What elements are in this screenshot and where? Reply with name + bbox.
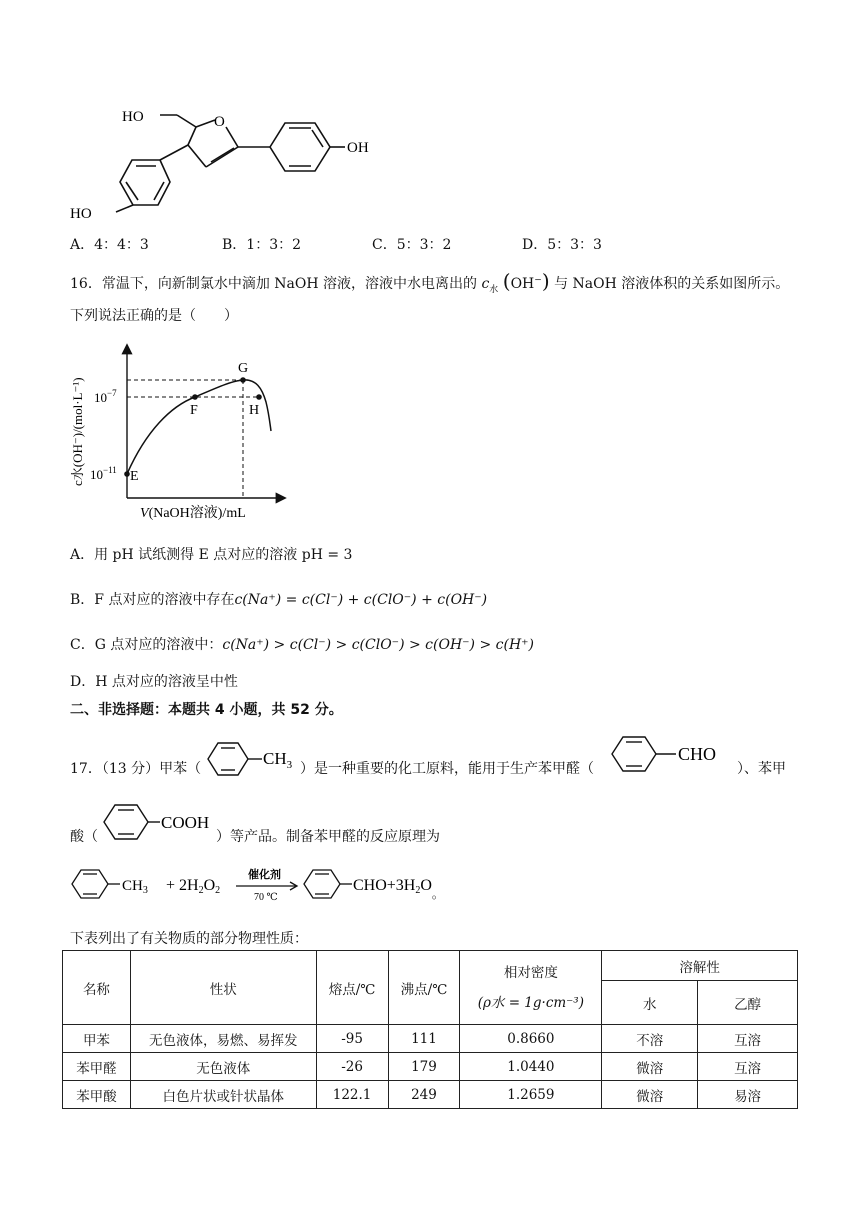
catalyst-label: 催化剂: [248, 869, 281, 881]
table-row: [63, 1081, 798, 1109]
cell-mp: -26: [316, 1053, 388, 1081]
oh-charge: −: [534, 275, 542, 286]
svg-text:+ 2H2O2: + 2H2O2: [166, 877, 221, 896]
q16-option-b: [70, 589, 487, 609]
benzaldehyde-structure: [606, 732, 736, 776]
cell-ethanol: 易溶: [698, 1081, 798, 1109]
point-e-label: E: [130, 469, 139, 484]
properties-table: [62, 950, 798, 1109]
q16-graph: [66, 336, 296, 526]
c-symbol: c: [481, 276, 490, 292]
cell-bp: 179: [388, 1053, 460, 1081]
q15-option-b: B．1：3：2: [222, 237, 302, 253]
header-water: 水: [602, 981, 698, 1025]
point-f-label: F: [190, 403, 198, 418]
q16-option-a: A．用 pH 试纸测得 E 点对应的溶液 pH = 3: [70, 547, 353, 563]
q17-acid-prefix: 酸（: [70, 829, 98, 845]
cell-water: 微溶: [602, 1081, 698, 1109]
oh-right-label: OH: [347, 140, 369, 156]
x-axis-label: V(NaOH溶液)/mL: [140, 506, 246, 521]
q15-option-d: D．5：3：3: [522, 237, 602, 253]
q16-stem-suffix: 与 NaOH 溶液体积的关系如图所示。: [554, 276, 790, 292]
q15-option-a: A．4：4：3: [70, 237, 149, 253]
q17-acid-suffix: ）等产品。制备苯甲醛的反应原理为: [216, 829, 440, 845]
cell-name: 苯甲酸: [63, 1081, 131, 1109]
header-boiling-point: 沸点/℃: [388, 951, 460, 1025]
svg-text:CHO: CHO: [678, 744, 717, 764]
header-ethanol: 乙醇: [698, 981, 798, 1025]
q16-stem-line2: 下列说法正确的是（ ）: [70, 308, 238, 324]
q16-option-c: [70, 634, 534, 654]
point-h-label: H: [249, 403, 260, 418]
point-h: [256, 394, 262, 400]
q17-intro-suffix: ）、苯甲: [737, 761, 786, 777]
header-melting-point: 熔点/℃: [316, 951, 388, 1025]
cell-bp: 249: [388, 1081, 460, 1109]
q16-option-c-equation: c(Na⁺) > c(Cl⁻) > c(ClO⁻) > c(OH⁻) > c(H⁺): [222, 637, 535, 653]
q16-stem-prefix: 16．常温下，向新制氯水中滴加 NaOH 溶液，溶液中水电离出的: [70, 276, 477, 292]
q17-intro-mid: ）是一种重要的化工原料，能用于生产苯甲醛（: [300, 761, 594, 777]
q16-option-c-prefix: C．G 点对应的溶液中：: [70, 637, 223, 653]
toluene-structure: [200, 738, 310, 780]
header-density-title: 相对密度: [503, 964, 558, 981]
reaction-equation: [68, 860, 488, 908]
cell-state: 白色片状或针状晶体: [130, 1081, 316, 1109]
cell-state: 无色液体，易燃、易挥发: [130, 1025, 316, 1053]
q16-option-b-prefix: B．F 点对应的溶液中存在: [70, 592, 235, 608]
titration-curve: [127, 380, 271, 474]
q16-option-d: D．H 点对应的溶液呈中性: [70, 674, 238, 690]
header-name: 名称: [63, 951, 131, 1025]
cell-mp: -95: [316, 1025, 388, 1053]
c-subscript: 水: [489, 284, 499, 295]
ring-oxygen-label: O: [214, 114, 225, 130]
cell-density: 1.0440: [460, 1053, 602, 1081]
cell-density: 0.8660: [460, 1025, 602, 1053]
temperature-label: 70 ℃: [254, 892, 278, 903]
point-g-label: G: [238, 361, 249, 376]
svg-text:COOH: COOH: [161, 813, 210, 832]
cell-name: 苯甲醛: [63, 1053, 131, 1081]
header-state: 性状: [130, 951, 316, 1025]
ho-top-label: HO: [122, 109, 144, 125]
q16-stem-line1: 16．常温下，向新制氯水中滴加 NaOH 溶液，溶液中水电离出的 $c_水$ (OH−) 与 NaOH 溶液体积的关系如图所示。: [70, 269, 790, 295]
table-intro: 下表列出了有关物质的部分物理性质：: [70, 931, 308, 947]
cell-bp: 111: [388, 1025, 460, 1053]
svg-text:CH3: $CH_3$: [263, 749, 293, 771]
table-row: [63, 1025, 798, 1053]
table-row: [63, 1053, 798, 1081]
ho-bottom-label: HO: [70, 206, 92, 222]
q16-option-b-equation: c(Na⁺) = c(Cl⁻) + c(ClO⁻) + c(OH⁻): [234, 592, 488, 608]
cell-ethanol: 互溶: [698, 1053, 798, 1081]
cell-density: 1.2659: [460, 1081, 602, 1109]
cell-state: 无色液体: [130, 1053, 316, 1081]
point-g: [240, 377, 246, 383]
tick-1e-11: $10^{-11}$: [90, 465, 117, 482]
q17-intro-prefix: 17．（13 分）甲苯（: [70, 761, 202, 777]
cell-ethanol: 互溶: [698, 1025, 798, 1053]
cell-mp: 122.1: [316, 1081, 388, 1109]
benzoic-acid-structure: [98, 800, 228, 844]
cell-water: 不溶: [602, 1025, 698, 1053]
section2-heading: 二、非选择题：本题共 4 小题，共 52 分。: [70, 702, 343, 718]
svg-text:CH3: $CH_3$: [122, 878, 148, 896]
tick-1e-7: $10^{-7}$: [94, 388, 117, 405]
header-density: [460, 951, 602, 1025]
q15-option-c: C．5：3：2: [372, 237, 452, 253]
oh-species: OH: [510, 276, 535, 292]
molecule-structure: [60, 90, 400, 230]
cell-name: 甲苯: [63, 1025, 131, 1053]
svg-text:CHO+3H2O。: $CHO+3H2O_。$: [353, 877, 444, 901]
y-axis-label: c水(OH⁻)/(mol·L⁻¹): [70, 377, 85, 486]
point-f: [192, 394, 198, 400]
header-density-unit: (ρ水 = 1g·cm⁻³): [477, 994, 584, 1011]
cell-water: 微溶: [602, 1053, 698, 1081]
header-solubility: 溶解性: [602, 951, 798, 981]
point-e: [124, 471, 130, 477]
